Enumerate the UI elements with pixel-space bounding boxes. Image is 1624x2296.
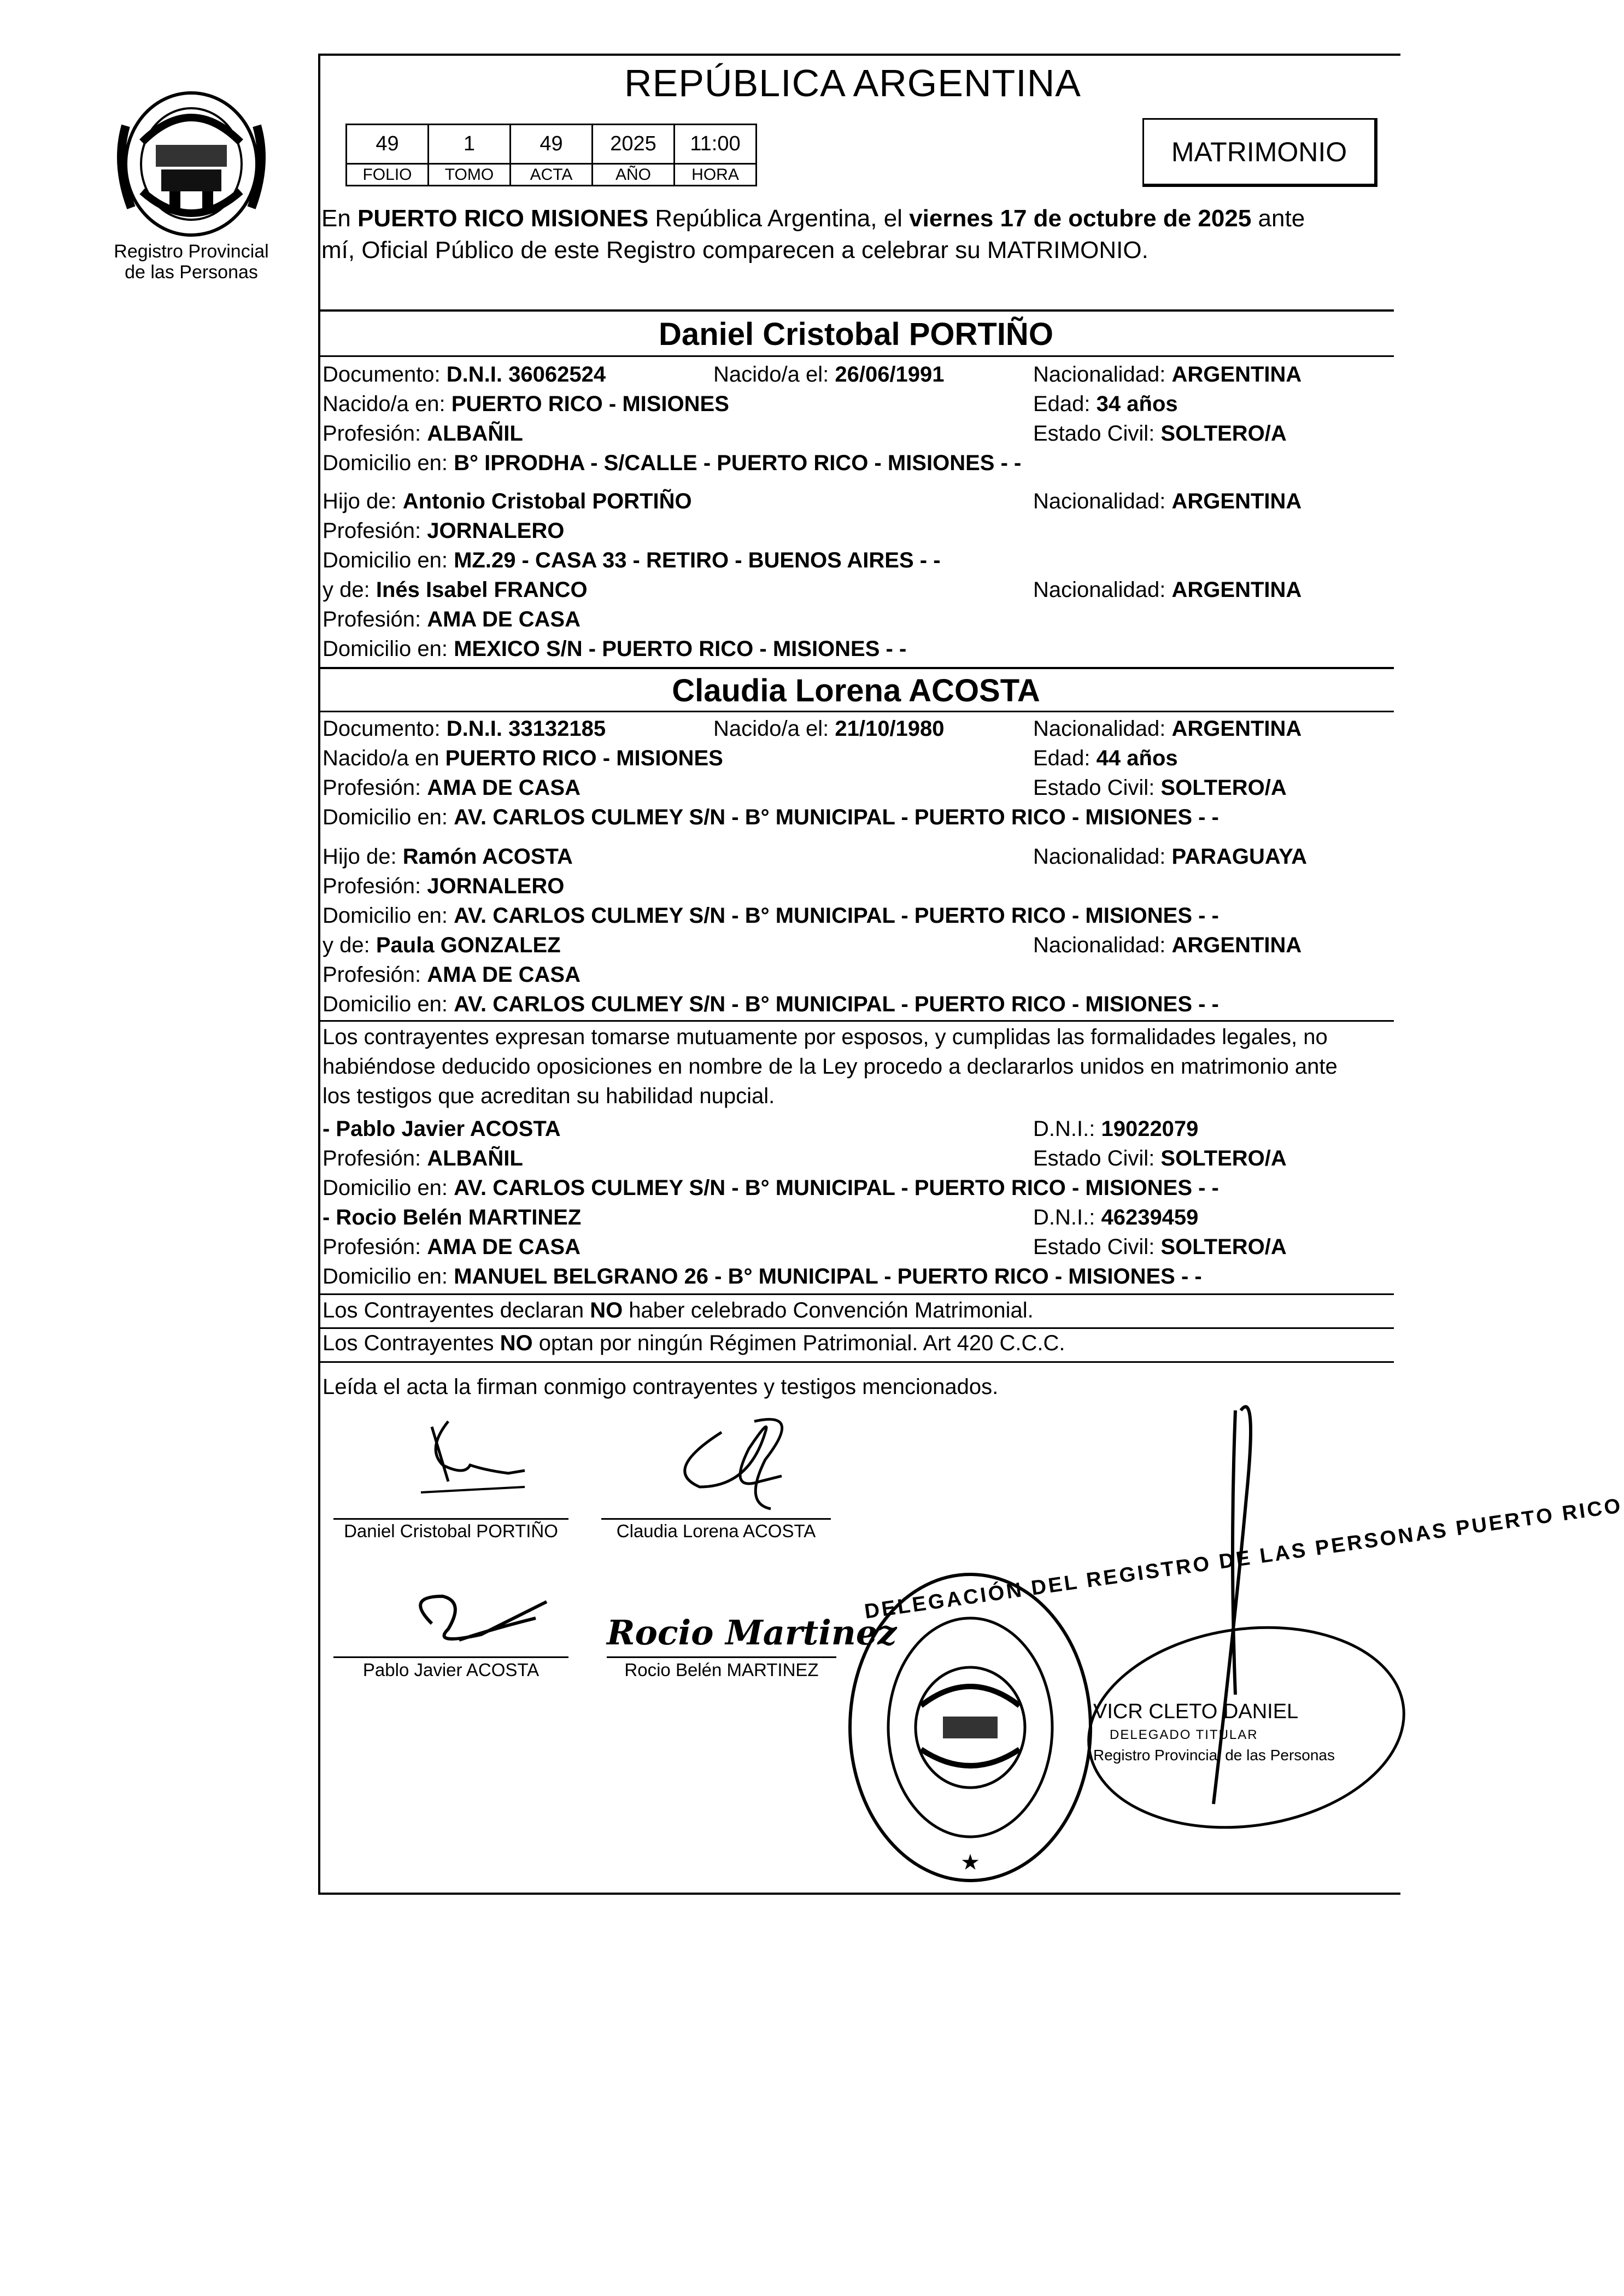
closing-statement: Leída el acta la firman conmigo contrayentes y testigos mencionados. [323,1375,999,1399]
spouse1-profession: Profesión: ALBAÑIL [323,421,523,446]
signature-line [607,1656,836,1658]
document-type-box: MATRIMONIO [1142,118,1377,187]
spouse2-civil-status: Estado Civil: SOLTERO/A [1033,776,1287,800]
signature-label-spouse2: Claudia Lorena ACOSTA [616,1521,816,1541]
official-org: Registro Provincial de las Personas [1093,1747,1335,1764]
witness1-profession: Profesión: ALBAÑIL [323,1146,523,1170]
witness1-dni: D.N.I.: 19022079 [1033,1117,1199,1141]
spouse2-profession: Profesión: AMA DE CASA [323,776,581,800]
signature-label-witness1: Pablo Javier ACOSTA [362,1660,540,1680]
spouse2-mother-address: Domicilio en: AV. CARLOS CULMEY S/N - B° MUNICIPAL - PUERTO RICO - MISIONES - - [323,992,1219,1016]
signature-witness2 [601,1607,897,1656]
signature-spouse2 [640,1399,825,1520]
spouse1-birthdate: Nacido/a el: 26/06/1991 [713,362,945,386]
spouse1-mother-profession: Profesión: AMA DE CASA [323,607,581,631]
regime-statement: Los Contrayentes NO optan por ningún Régimen Patrimonial. Art 420 C.C.C. [323,1331,1065,1355]
witness2-address: Domicilio en: MANUEL BELGRANO 26 - B° MUNICIPAL - PUERTO RICO - MISIONES - - [323,1264,1202,1288]
spouse1-father-profession: Profesión: JORNALERO [323,519,565,543]
acta-label: ACTA [511,164,593,186]
spouse2-father-address: Domicilio en: AV. CARLOS CULMEY S/N - B° MUNICIPAL - PUERTO RICO - MISIONES - - [323,904,1219,928]
spouse2-mother: y de: Paula GONZALEZ [323,933,561,957]
spouse2-father-nationality: Nacionalidad: PARAGUAYA [1033,845,1307,869]
witness1-address: Domicilio en: AV. CARLOS CULMEY S/N - B° MUNICIPAL - PUERTO RICO - MISIONES - - [323,1176,1219,1200]
witness2-name: - Rocio Belén MARTINEZ [323,1205,582,1229]
acta-value: 49 [511,125,593,164]
spouse2-mother-nationality: Nacionalidad: ARGENTINA [1033,933,1302,957]
signature-line [333,1656,568,1658]
svg-text:Rocio Martinez: Rocio Martinez [607,1613,897,1653]
spouse1-birthplace: Nacido/a en: PUERTO RICO - MISIONES [323,392,729,416]
convention-statement: Los Contrayentes declaran NO haber celebrado Convención Matrimonial. [323,1298,1034,1322]
signature-line [333,1518,568,1520]
time-value: 11:00 [675,125,757,164]
folio-label: FOLIO [347,164,429,186]
spouse2-name: Claudia Lorena ACOSTA [672,673,1040,708]
spouse2-birthdate: Nacido/a el: 21/10/1980 [713,717,945,741]
spouse1-document: Documento: D.N.I. 36062524 [323,362,606,386]
witness2-profession: Profesión: AMA DE CASA [323,1235,581,1259]
divider [318,1020,1394,1022]
year-label: AÑO [593,164,675,186]
stamp-ring-text: DELEGACIÓN DEL REGISTRO DE LAS PERSONAS PUERTO RICO [863,1494,1624,1624]
tomo-label: TOMO [429,164,511,186]
document-title: REPÚBLICA ARGENTINA [624,62,1081,104]
witness2-dni: D.N.I.: 46239459 [1033,1205,1199,1229]
declaration-line-1: Los contrayentes expresan tomarse mutuamente por esposos, y cumplidas las formalidades legales, no [323,1025,1328,1049]
spouse1-address: Domicilio en: B° IPRODHA - S/CALLE - PUERTO RICO - MISIONES - - [323,451,1022,475]
time-label: HORA [675,164,757,186]
spouse2-age: Edad: 44 años [1033,746,1178,770]
declaration-line-2: habiéndose deducido oposiciones en nombre de la Ley procedo a declararlos unidos en matrimonio ante [323,1055,1338,1079]
spouse1-father: Hijo de: Antonio Cristobal PORTIÑO [323,489,692,513]
spouse1-civil-status: Estado Civil: SOLTERO/A [1033,421,1287,446]
emblem-caption-line2: de las Personas [125,262,258,283]
emblem-caption-line1: Registro Provincial [114,241,269,262]
spouse2-father-profession: Profesión: JORNALERO [323,874,565,898]
signature-witness1 [383,1585,558,1656]
spouse2-address: Domicilio en: AV. CARLOS CULMEY S/N - B° MUNICIPAL - PUERTO RICO - MISIONES - - [323,805,1219,829]
divider [318,355,1394,357]
declaration-line-3: los testigos que acreditan su habilidad nupcial. [323,1084,775,1108]
spouse2-father: Hijo de: Ramón ACOSTA [323,845,573,869]
spouse1-age: Edad: 34 años [1033,392,1178,416]
spouse2-mother-profession: Profesión: AMA DE CASA [323,963,581,987]
province-emblem [109,82,273,241]
intro-place: PUERTO RICO MISIONES [357,205,649,232]
svg-text:★: ★ [960,1850,980,1875]
signature-label-witness2: Rocio Belén MARTINEZ [624,1660,819,1680]
witness1-name: - Pablo Javier ACOSTA [323,1117,561,1141]
divider [318,309,1394,312]
signature-spouse1 [383,1405,547,1514]
divider [318,1293,1394,1295]
spouse1-mother: y de: Inés Isabel FRANCO [323,578,588,602]
folio-value: 49 [347,125,429,164]
tomo-value: 1 [429,125,511,164]
spouse1-father-nationality: Nacionalidad: ARGENTINA [1033,489,1302,513]
reference-table [345,124,757,186]
witness1-civil-status: Estado Civil: SOLTERO/A [1033,1146,1287,1170]
spouse1-name: Daniel Cristobal PORTIÑO [659,317,1053,352]
spouse1-mother-nationality: Nacionalidad: ARGENTINA [1033,578,1302,602]
intro-line-2: mí, Oficial Público de este Registro comparecen a celebrar su MATRIMONIO. [321,237,1148,263]
spouse1-nationality: Nacionalidad: ARGENTINA [1033,362,1302,386]
spouse1-mother-address: Domicilio en: MEXICO S/N - PUERTO RICO - MISIONES - - [323,637,907,661]
spouse2-birthplace: Nacido/a en PUERTO RICO - MISIONES [323,746,723,770]
signature-line [601,1518,831,1520]
intro-date: viernes 17 de octubre de 2025 [909,205,1252,232]
intro-line-1: En PUERTO RICO MISIONES República Argentina, el viernes 17 de octubre de 2025 ante [321,205,1305,232]
official-name: VICR CLETO DANIEL [1093,1700,1299,1723]
signature-label-spouse1: Daniel Cristobal PORTIÑO [344,1521,558,1541]
spouse2-document: Documento: D.N.I. 33132185 [323,717,606,741]
official-signature [1071,1389,1399,1859]
witness2-civil-status: Estado Civil: SOLTERO/A [1033,1235,1287,1259]
divider [318,1361,1394,1363]
year-value: 2025 [593,125,675,164]
spouse2-nationality: Nacionalidad: ARGENTINA [1033,717,1302,741]
divider [318,711,1394,712]
divider [318,667,1394,669]
official-role: DELEGADO TITULAR [1110,1727,1258,1742]
spouse1-father-address: Domicilio en: MZ.29 - CASA 33 - RETIRO - BUENOS AIRES - - [323,548,941,572]
